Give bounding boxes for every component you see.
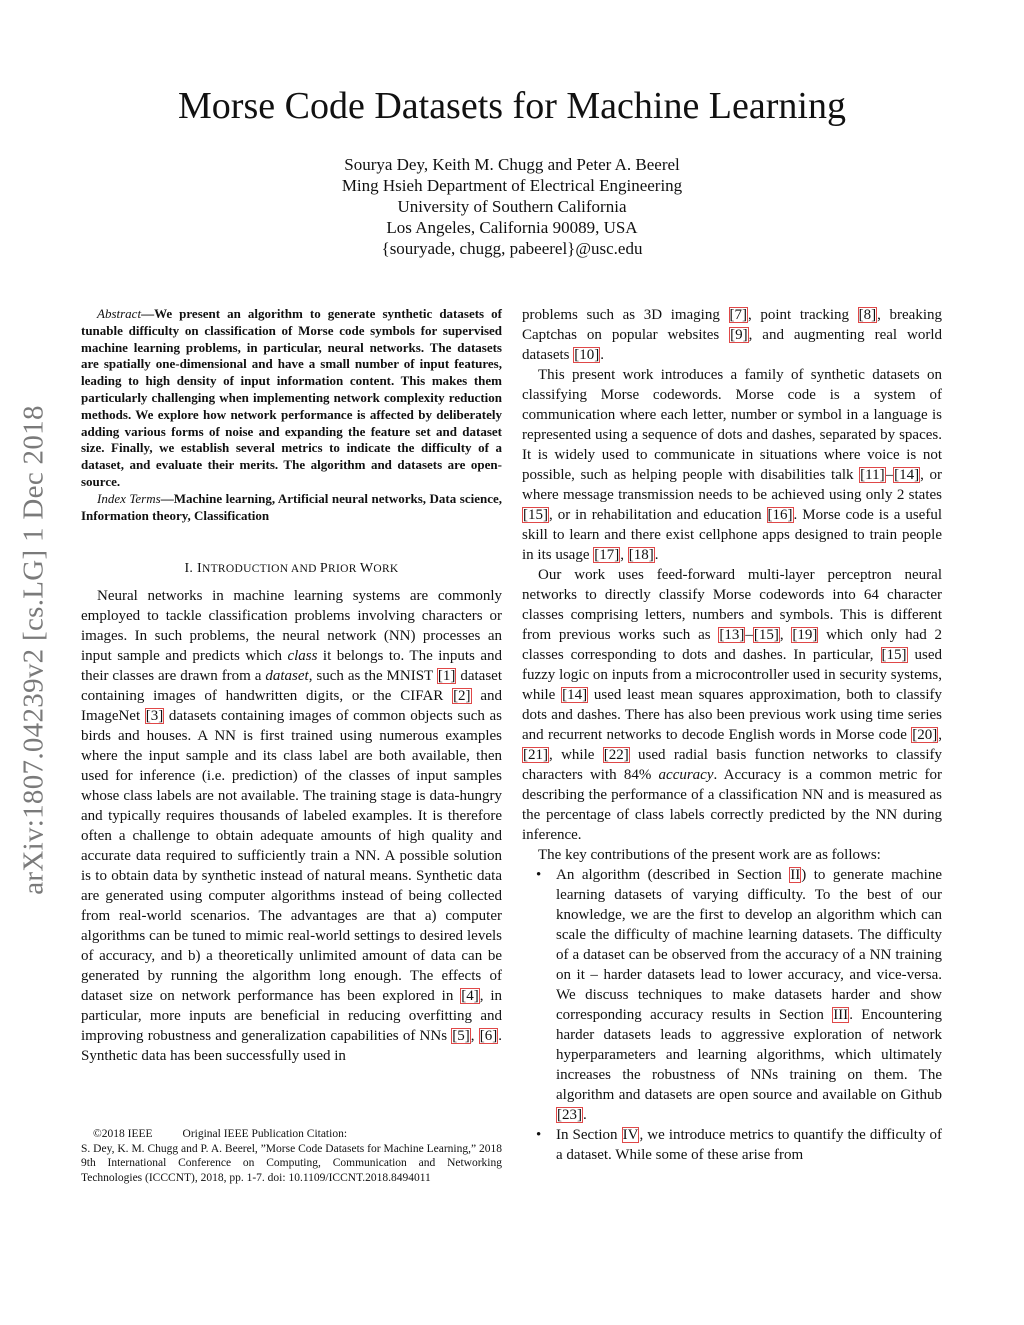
- citation-link[interactable]: [13]: [719, 627, 745, 643]
- contributions-list: [522, 865, 942, 1165]
- section-link[interactable]: III: [833, 1007, 849, 1023]
- citation-link[interactable]: [11]: [860, 467, 885, 483]
- left-column-body: [81, 586, 502, 1066]
- citation-link[interactable]: [20]: [912, 727, 938, 743]
- author-university: University of Southern California: [397, 197, 627, 216]
- citation-link[interactable]: [7]: [729, 307, 747, 323]
- citation-link[interactable]: [22]: [603, 747, 629, 763]
- abstract-label: Abstract: [97, 306, 142, 321]
- list-item: • An algorithm (described in Section II) to generate machine learning datasets of varying difficulty. To the best of our knowledge, we are the first to develop an algorithm which can scale the difficulty of machine learning datasets. The difficulty of a dataset can be observed from the accuracy of a NN training on it – harder datasets lead to lower accuracy, and vice-versa. We discuss techniques to make datasets harder and show corresponding accuracy results in Section III. Encountering harder datasets leads to aggressive exploration of network hyperparameters and learning algorithms, which ultimately increases the robustness of NNs training on them. The algorithm and datasets are open source and available on Github [23].: [536, 867, 942, 1123]
- citation-link[interactable]: [6]: [479, 1028, 498, 1044]
- section-link[interactable]: IV: [622, 1127, 639, 1143]
- paragraph: problems such as 3D imaging [7], point tracking [8], breaking Captchas on popular websites [9], and augmenting real world datasets [10].: [522, 307, 943, 363]
- citation-link[interactable]: [9]: [730, 327, 748, 343]
- citation-link[interactable]: [15]: [523, 507, 548, 523]
- list-item: • In Section IV, we introduce metrics to quantify the difficulty of a dataset. While some of these arise from: [536, 1127, 942, 1163]
- index-terms-text: —Machine learning, Artificial neural networks, Data science, Information theory, Classification: [81, 490, 503, 523]
- index-terms-label: Index Terms: [97, 490, 161, 506]
- paper-title: Morse Code Datasets for Machine Learning: [178, 85, 846, 127]
- citation-link[interactable]: [1]: [437, 668, 456, 684]
- section-link[interactable]: II: [790, 867, 801, 883]
- author-names: Sourya Dey, Keith M. Chugg and Peter A. Beerel: [344, 155, 680, 174]
- paragraph: Our work uses feed-forward multi-layer perceptron neural networks to directly classify Morse codewords into 64 character classes comprising letters, numbers and symbols. This is different from previous works such as [13]–[15], [19] which only had 2 classes corresponding to dots and dashes. In particular, [15] used fuzzy logic on inputs from a microcontroller used in security systems, while [14] used least mean squares approximation, both to classify dots and dashes. There has also been previous work using time series and recurrent networks to decode English words in Morse code [20], [21], while [22] used radial basis function networks to classify characters with 84% accuracy. Accuracy is a common metric for describing the performance of a classification NN and is measured as the percentage of class labels correctly predicted by the NN during inference.: [522, 567, 943, 843]
- citation-link[interactable]: [16]: [767, 507, 793, 523]
- citation-link[interactable]: [2]: [453, 688, 471, 704]
- footnote: [81, 1127, 502, 1185]
- citation-link[interactable]: [8]: [858, 307, 877, 323]
- abstract-text: —We present an algorithm to generate synthetic datasets of tunable difficulty on classification of Morse code symbols for supervised machine learning problems, in particular, neural networks. The datasets are spatially one-dimensional and have a small number of input features, leading to high density of input information content. This makes them particularly challenging when implementing network complexity reduction methods. We explore how network performance is affected by deliberately adding various forms of noise and expanding the feature set and dataset size. Finally, we establish several metrics to indicate the difficulty of a dataset, and evaluate their merits. The algorithm and datasets are open-source.: [81, 306, 502, 489]
- citation-link[interactable]: [17]: [594, 547, 620, 563]
- arxiv-sidebar: [12, 360, 56, 940]
- bullet-icon: •: [536, 867, 542, 883]
- citation-link[interactable]: [14]: [562, 687, 588, 703]
- author-email: {souryade, chugg, pabeerel}@usc.edu: [381, 239, 643, 258]
- citation-label: Original IEEE Publication Citation:: [182, 1128, 348, 1140]
- bullet-icon: •: [536, 1127, 542, 1143]
- citation-link[interactable]: [21]: [523, 747, 548, 763]
- citation-link[interactable]: [4]: [461, 988, 479, 1004]
- citation-link[interactable]: [10]: [574, 347, 600, 363]
- citation-link[interactable]: [5]: [452, 1028, 470, 1044]
- author-department: Ming Hsieh Department of Electrical Engineering: [341, 176, 683, 195]
- abstract: [81, 306, 502, 524]
- citation-link[interactable]: [14]: [894, 467, 920, 483]
- arxiv-identifier: arXiv:1807.04239v2 [cs.LG] 1 Dec 2018: [17, 405, 50, 895]
- author-location: Los Angeles, California 90089, USA: [386, 218, 638, 237]
- right-column-body: [522, 305, 942, 1165]
- copyright: ©2018 IEEE: [93, 1128, 153, 1140]
- author-block: [0, 154, 1024, 259]
- paragraph: Neural networks in machine learning systems are commonly employed to tackle classification problems involving characters or images. In such problems, the neural network (NN) processes an input sample and predicts which class it belongs to. The inputs and their classes are drawn from a dataset, such as the MNIST [1] dataset containing images of handwritten digits, or the CIFAR [2] and ImageNet [3] datasets containing images of common objects such as birds and houses. A NN is first trained using numerous examples where the input sample and its class label are both available, then used for inference (i.e. prediction) of the classes of input samples whose class labels are not available. The training stage is data-hungry and typically requires thousands of labeled examples. It is therefore often a challenge to obtain adequate amounts of high quality and accurate data required to sufficiently train a NN. A possible solution is to obtain data by synthetic instead of natural means. Synthetic data are generated using computer algorithms instead of being collected from real-world scenarios. The advantages are that a) computer algorithms can be tuned to mimic real-world settings to desired levels of accuracy, and b) a theoretically unlimited amount of data can be generated by running the algorithm long enough. The effects of dataset size on network performance has been explored in [4], in particular, more inputs are beneficial in reducing overfitting and improving robustness and generalization capabilities of NNs [5], [6]. Synthetic data has been successfully used in: [81, 588, 503, 1064]
- paragraph: This present work introduces a family of synthetic datasets on classifying Morse codewords. Morse code is a system of communication where each letter, number or symbol in a language is represented using a sequence of dots and dashes, separated by spaces. It is widely used to communicate in situations where voice is not possible, such as helping people with disabilities talk [11]–[14], or where message transmission needs to be achieved using only 2 states [15], or in rehabilitation and education [16]. Morse code is a useful skill to learn and there exist cellphone apps designed to train people in its usage [17], [18].: [522, 367, 942, 563]
- footnote-citation: S. Dey, K. M. Chugg and P. A. Beerel, ”Morse Code Datasets for Machine Learning,” 2018 9th International Conference on Computing, Communication and Networking Technologies (ICCCNT), 2018, pp. 1-7. doi: 10.1109/ICCNT.2018.8494011: [81, 1142, 502, 1184]
- citation-link[interactable]: [15]: [753, 627, 779, 643]
- citation-link[interactable]: [3]: [145, 708, 164, 724]
- citation-link[interactable]: [19]: [792, 627, 818, 643]
- citation-link[interactable]: [23]: [557, 1107, 582, 1123]
- section-heading: I. INTRODUCTION AND PRIOR WORK: [184, 561, 399, 576]
- citation-link[interactable]: [18]: [628, 547, 654, 563]
- paragraph: The key contributions of the present work are as follows:: [538, 847, 881, 863]
- citation-link[interactable]: [15]: [881, 647, 907, 663]
